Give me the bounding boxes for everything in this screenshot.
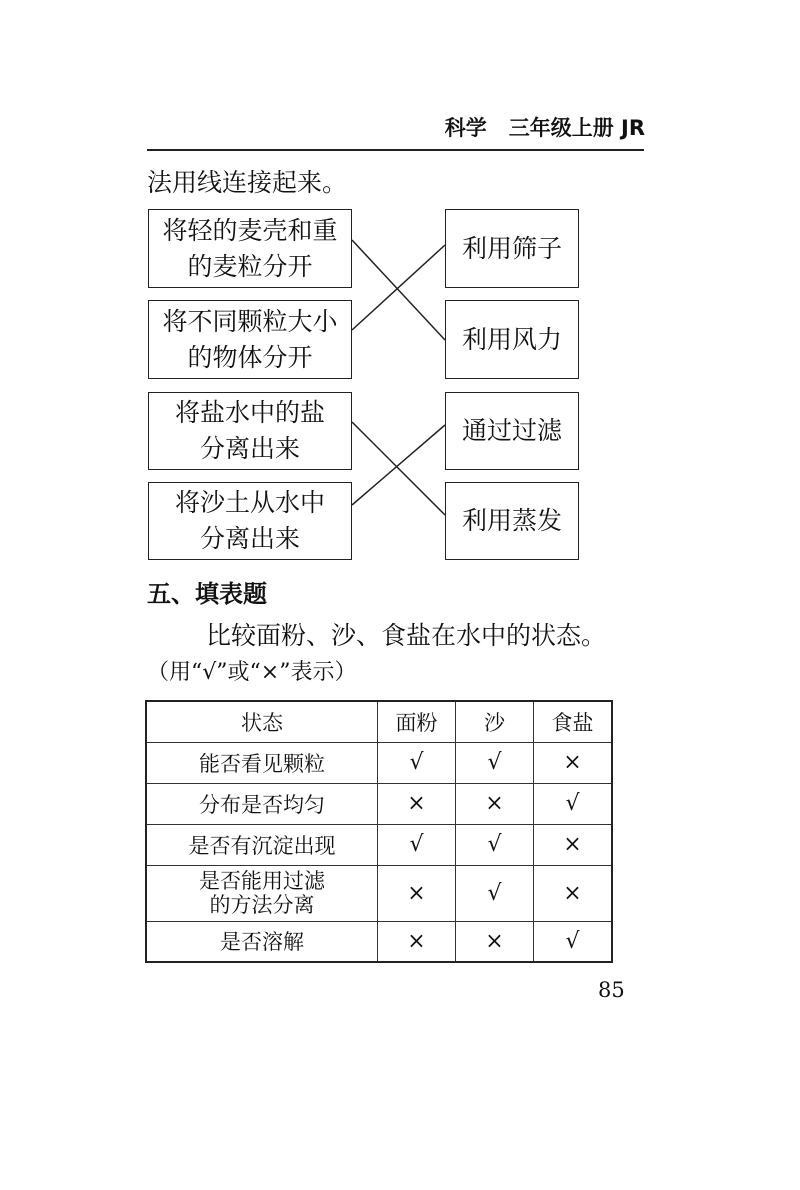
connection-line-2 [352, 245, 445, 330]
table-header: 面粉 [378, 701, 456, 742]
cell-mark: × [534, 865, 613, 921]
cell-mark: × [378, 921, 456, 962]
cell-mark: √ [456, 824, 534, 865]
row-label: 能否看见颗粒 [146, 742, 378, 783]
table-row [146, 742, 612, 783]
table-header: 沙 [456, 701, 534, 742]
right-box-1-text: 利用筛子 [461, 233, 562, 263]
section-title: 五、填表题 [147, 580, 267, 608]
cell-mark: × [456, 921, 534, 962]
right-box-4-text: 利用蒸发 [461, 506, 562, 535]
table-row [146, 824, 612, 865]
connection-line-1 [352, 240, 445, 340]
left-box-3-text: 将盐水中的盐分离出来 [175, 398, 326, 463]
cell-mark: √ [456, 865, 534, 921]
cell-mark: √ [456, 742, 534, 783]
connection-line-3 [352, 422, 445, 515]
table-row [146, 865, 612, 921]
left-box-4-text: 将沙土从水中分离出来 [175, 488, 326, 553]
cell-mark: √ [378, 824, 456, 865]
comparison-table [145, 700, 613, 963]
intro-text: 法用线连接起来。 [147, 168, 348, 197]
table-header: 状态 [146, 701, 378, 742]
section-note: （用“√”或“×”表示） [147, 660, 357, 685]
cell-mark: √ [534, 783, 613, 824]
header-grade: 三年级上册 JR [508, 116, 645, 140]
row-label: 分布是否均匀 [146, 783, 378, 824]
right-box-2-text: 利用风力 [461, 324, 562, 354]
right-box-3-text: 通过过滤 [461, 416, 562, 445]
row-label: 是否有沉淀出现 [146, 824, 378, 865]
row-label: 是否溶解 [146, 921, 378, 962]
page-number: 85 [598, 978, 625, 1002]
table-header: 食盐 [534, 701, 613, 742]
cell-mark: × [534, 824, 613, 865]
table-header-row [146, 701, 612, 742]
table-row [146, 921, 612, 962]
cell-mark: × [534, 742, 613, 783]
section-question: 比较面粉、沙、食盐在水中的状态。 [206, 621, 607, 650]
cell-mark: √ [534, 921, 613, 962]
cell-mark: × [456, 783, 534, 824]
left-box-2-text: 将不同颗粒大小的物体分开 [162, 306, 338, 372]
row-label: 是否能用过滤 的方法分离 [146, 865, 378, 921]
table-row [146, 783, 612, 824]
left-box-1-text: 将轻的麦壳和重的麦粒分开 [162, 215, 338, 281]
header-subject: 科学 [444, 116, 487, 140]
cell-mark: × [378, 783, 456, 824]
cell-mark: × [378, 865, 456, 921]
cell-mark: √ [378, 742, 456, 783]
